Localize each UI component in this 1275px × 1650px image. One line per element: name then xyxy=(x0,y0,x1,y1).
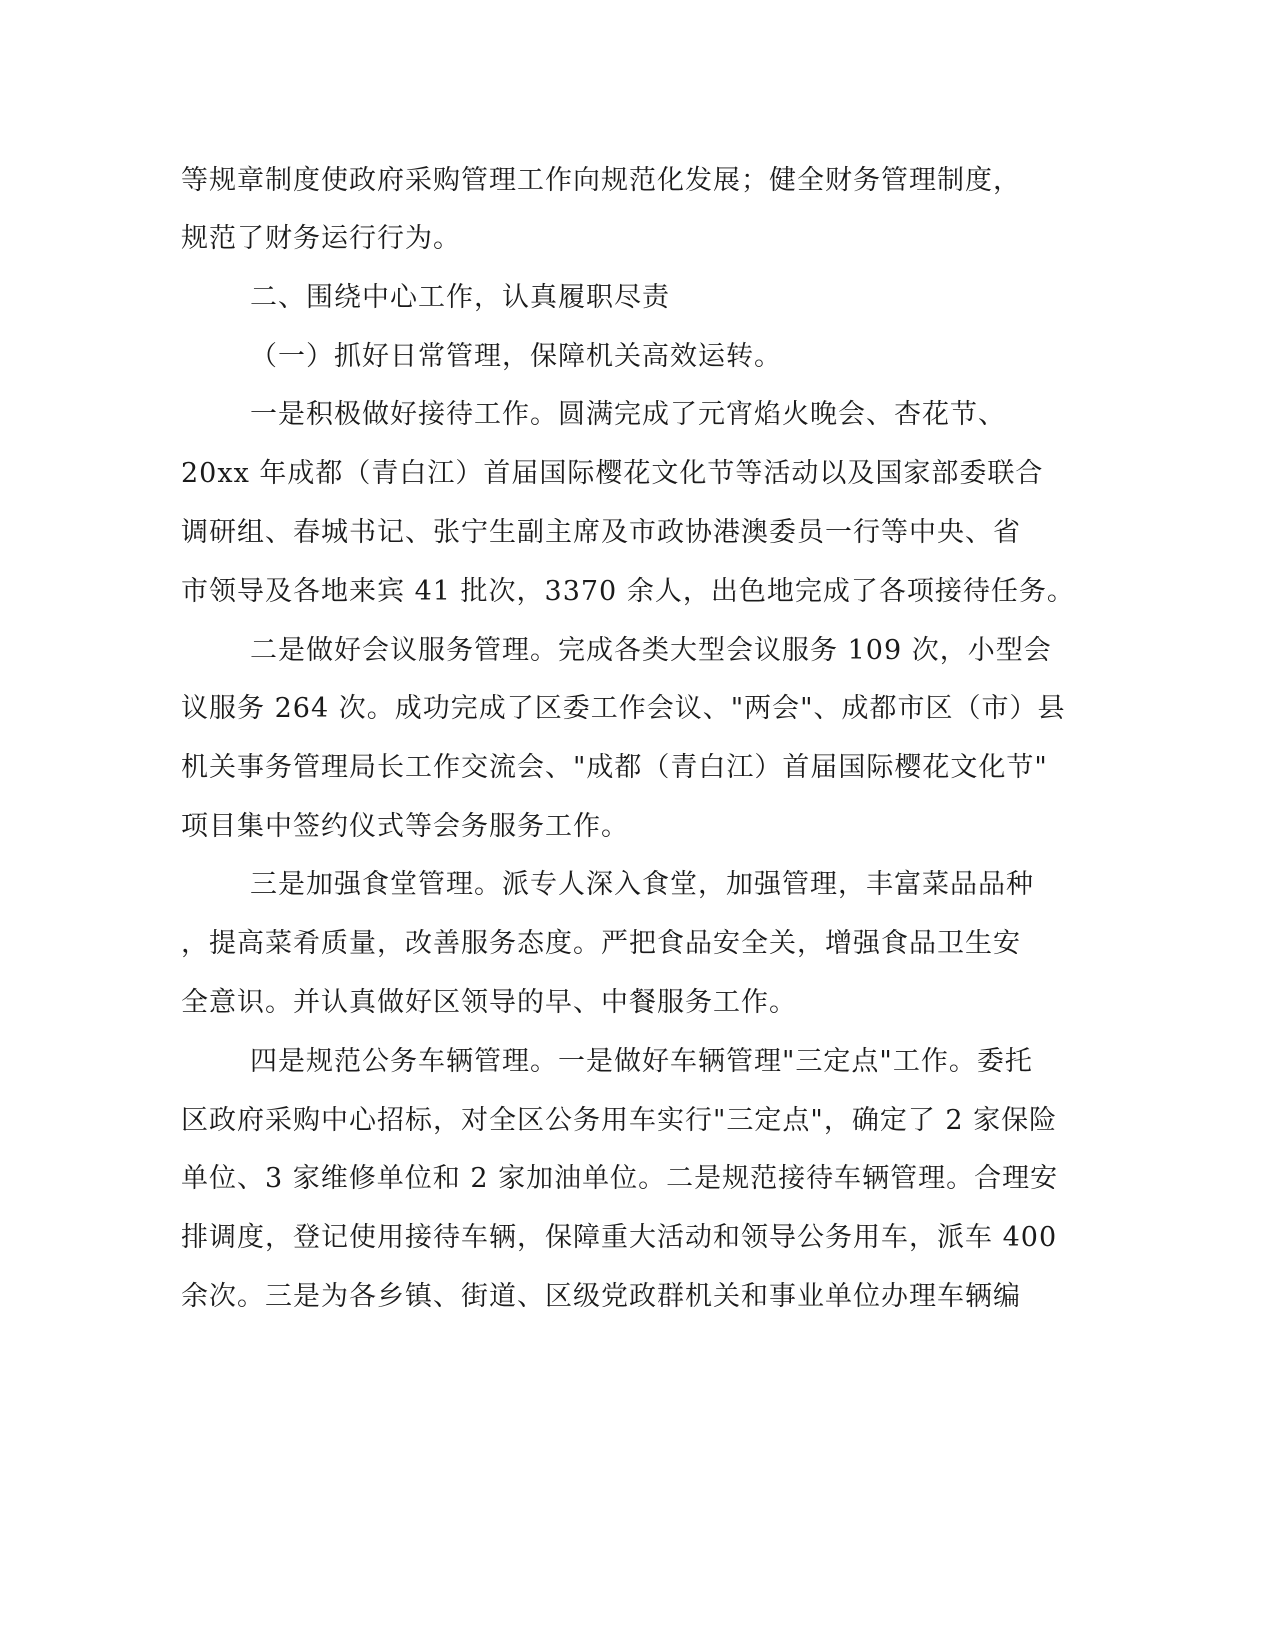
text-line: 20xx 年成都（青白江）首届国际樱花文化节等活动以及国家部委联合 xyxy=(181,458,1044,489)
text-line: 机关事务管理局长工作交流会、"成都（青白江）首届国际樱花文化节" xyxy=(181,752,1048,783)
text-line: 三是加强食堂管理。派专人深入食堂，加强管理，丰富菜品品种 xyxy=(250,869,1034,900)
subsection-heading: （一）抓好日常管理，保障机关高效运转。 xyxy=(250,341,782,372)
text-line: 规范了财务运行行为。 xyxy=(181,223,461,254)
text-line: 二是做好会议服务管理。完成各类大型会议服务 109 次，小型会 xyxy=(250,635,1052,666)
text-line: 一是积极做好接待工作。圆满完成了元宵焰火晚会、杏花节、 xyxy=(250,399,1006,430)
text-line: 调研组、春城书记、张宁生副主席及市政协港澳委员一行等中央、省 xyxy=(181,517,1021,548)
text-line: 单位、3 家维修单位和 2 家加油单位。二是规范接待车辆管理。合理安 xyxy=(181,1163,1059,1194)
text-line: ，提高菜肴质量，改善服务态度。严把食品安全关，增强食品卫生安 xyxy=(181,928,1021,959)
text-line: 区政府采购中心招标，对全区公务用车实行"三定点"，确定了 2 家保险 xyxy=(181,1105,1058,1136)
text-line: 排调度，登记使用接待车辆，保障重大活动和领导公务用车，派车 400 xyxy=(181,1222,1058,1253)
text-line: 项目集中签约仪式等会务服务工作。 xyxy=(181,811,629,842)
text-line: 余次。三是为各乡镇、街道、区级党政群机关和事业单位办理车辆编 xyxy=(181,1281,1021,1312)
section-heading: 二、围绕中心工作，认真履职尽责 xyxy=(250,282,670,313)
text-line: 等规章制度使政府采购管理工作向规范化发展；健全财务管理制度， xyxy=(181,165,1021,196)
text-line: 全意识。并认真做好区领导的早、中餐服务工作。 xyxy=(181,987,797,1018)
text-line: 四是规范公务车辆管理。一是做好车辆管理"三定点"工作。委托 xyxy=(250,1046,1033,1077)
text-line: 市领导及各地来宾 41 批次，3370 余人，出色地完成了各项接待任务。 xyxy=(181,576,1075,607)
text-line: 议服务 264 次。成功完成了区委工作会议、"两会"、成都市区（市）县 xyxy=(181,693,1066,724)
